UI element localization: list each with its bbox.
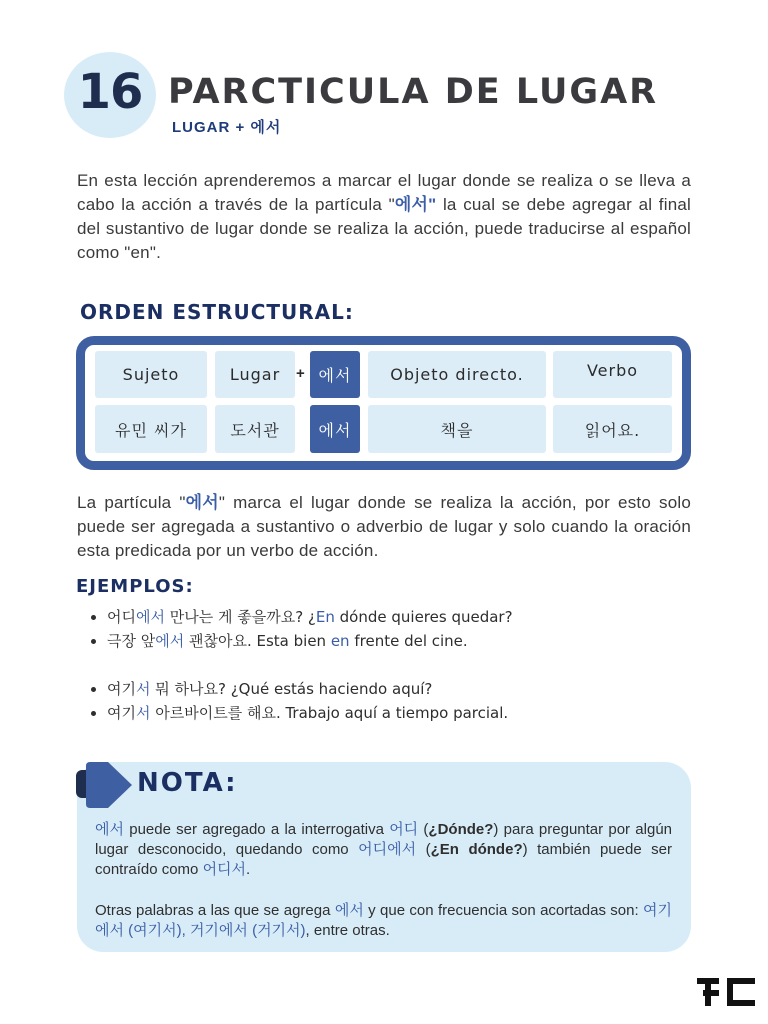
cell-example-verb: 읽어요. [553, 405, 672, 453]
arrow-right-icon [86, 762, 134, 808]
example-item: 어디에서 만나는 게 좋을까요? ¿En dónde quieres quedar? [77, 605, 513, 629]
note-title: NOTA: [137, 768, 238, 798]
cell-example-object: 책을 [368, 405, 546, 453]
brand-logo [697, 978, 755, 1006]
cell-example-place: 도서관 [215, 405, 295, 453]
example-item: 극장 앞에서 괜찮아요. Esta bien en frente del cine. [77, 629, 513, 653]
note-paragraph-2: Otras palabras a las que se agrega 에서 y que con frecuencia son acortadas son: 여기에서 (여기서), 거기에서 (거기서), entre otras. [95, 902, 672, 939]
lesson-number: 16 [77, 64, 143, 120]
structure-heading: ORDEN ESTRUCTURAL: [80, 300, 354, 324]
page-title: PARCTICULA DE LUGAR [168, 72, 659, 112]
example-item: 여기서 아르바이트를 해요. Trabajo aquí a tiempo parcial. [77, 701, 508, 725]
explanation-text-after: " marca el lugar donde se realiza la acción, por esto solo puede ser agregada a sustantivo o adverbio de lugar y solo cuando la oración esta predicada por un verbo de acción. [77, 493, 691, 560]
cell-example-particle: 에서 [310, 405, 360, 453]
plus-sign: + [296, 365, 305, 382]
intro-paragraph [77, 169, 691, 265]
cell-direct-object: Objeto directo. [368, 351, 546, 398]
cell-subject: Sujeto [95, 351, 207, 398]
explanation-particle: 에서 [185, 493, 219, 512]
cell-verb: Verbo [553, 351, 672, 398]
page-subtitle: LUGAR + 에서 [172, 119, 282, 136]
examples-list-2 [77, 677, 508, 725]
intro-particle: 에서" [394, 195, 437, 214]
cell-place: Lugar [215, 351, 295, 398]
examples-list-1 [77, 605, 513, 653]
cell-example-subject: 유민 씨가 [95, 405, 207, 453]
intro-text-before: En esta lección aprenderemos a marcar el lugar donde se realiza o se lleva a cabo la acción a través de la partícula " [77, 171, 691, 214]
examples-heading: EJEMPLOS: [76, 576, 194, 597]
example-item: 여기서 뭐 하나요? ¿Qué estás haciendo aquí? [77, 677, 508, 701]
cell-particle: 에서 [310, 351, 360, 398]
note-paragraph-1: 에서 puede ser agregado a la interrogativa 어디 (¿Dónde?) para preguntar por algún lugar desconocido, quedando como 어디에서 (¿En dónde?) también puede ser contraído como 어디서. [95, 821, 672, 878]
explanation-paragraph [77, 491, 691, 563]
intro-text-after: la cual se debe agregar al final del sustantivo de lugar donde se realiza la acción, puede traducirse al español como "en". [77, 195, 691, 262]
explanation-text-before: La partícula " [77, 493, 186, 512]
